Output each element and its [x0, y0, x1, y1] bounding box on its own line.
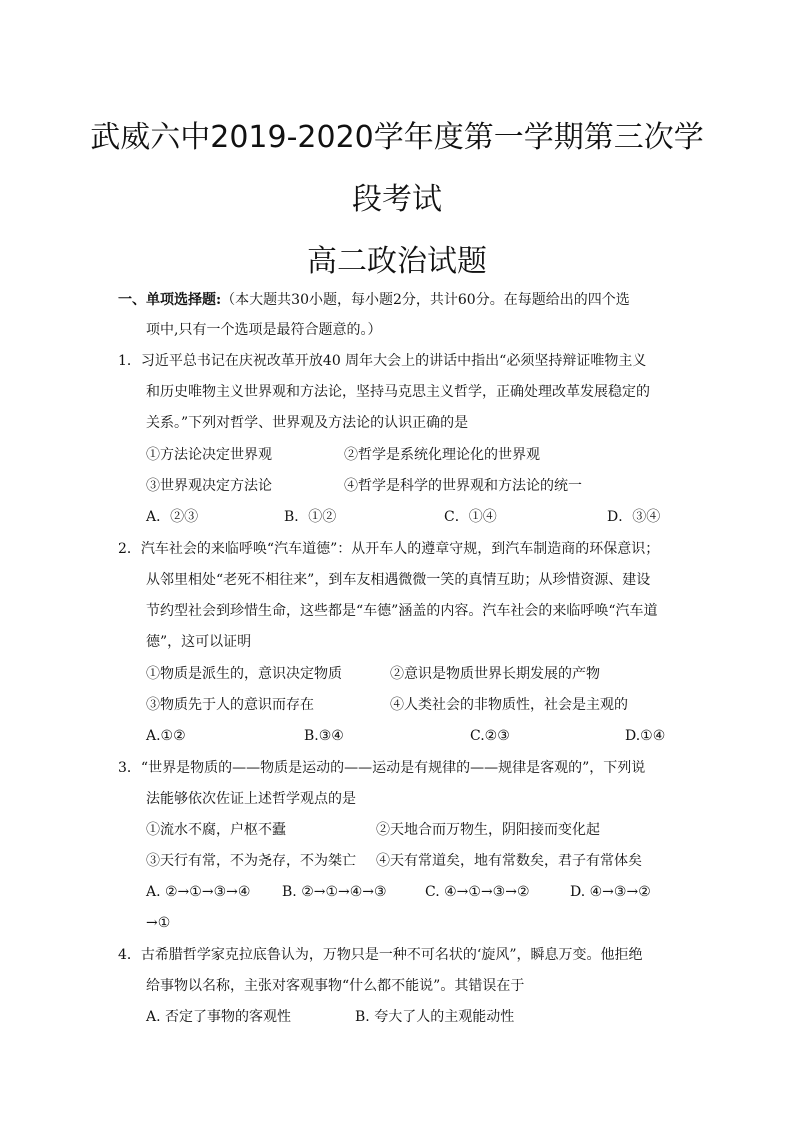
- question-stem-line: 从邻里相处“老死不相往来”，到车友相遇微微一笑的真情互助；从珍惜资源、建设: [146, 572, 651, 588]
- question-stem-line: 关系。”下列对哲学、世界观及方法论的认识正确的是: [146, 415, 469, 431]
- statement: ②意识是物质世界长期发展的产物: [390, 666, 600, 682]
- choice-b: B. 夸大了人的主观能动性: [355, 1009, 515, 1025]
- statement: ④天有常道矣，地有常数矣，君子有常体矣: [376, 853, 642, 869]
- question-stem-line: 习近平总书记在庆祝改革开放40 周年大会上的讲话中指出“必须坚持辩证唯物主义: [140, 353, 647, 369]
- question-stem-line: “世界是物质的——物质是运动的——运动是有规律的——规律是客观的”，下列说: [140, 760, 646, 776]
- question-stem-line: 给事物以名称，主张对客观事物“什么都不能说”。其错误在于: [146, 978, 525, 994]
- section-intro-line-1: （本大题共30小题，每小题2分，共计60分。在每题给出的四个选: [221, 292, 630, 308]
- choice-b: B.③④: [304, 728, 344, 744]
- statement: ①物质是派生的，意识决定物质: [146, 666, 342, 682]
- statement: ②哲学是系统化理论化的世界观: [344, 447, 540, 463]
- choice-d: D.①④: [625, 728, 666, 744]
- statement: ②天地合而万物生，阴阳接而变化起: [376, 822, 600, 838]
- title-line-2: 段考试: [352, 182, 442, 217]
- statement: ④人类社会的非物质性，社会是主观的: [390, 697, 628, 713]
- choice-d: D. ④→③→②: [570, 884, 651, 900]
- question-stem-line: 德”，这可以证明: [146, 634, 252, 650]
- statement: ①流水不腐，户枢不蠹: [146, 822, 286, 838]
- statement: ④哲学是科学的世界观和方法论的统一: [344, 478, 582, 494]
- choice-d-continued: →①: [146, 915, 171, 931]
- title-line-1: 武威六中2019-2020学年度第一学期第三次学: [90, 120, 704, 155]
- section-heading: 一、单项选择题:: [118, 292, 222, 308]
- statement: ③物质先于人的意识而存在: [146, 697, 314, 713]
- choice-b: B. ②→①→④→③: [282, 884, 387, 900]
- question-number: 1．: [118, 353, 141, 369]
- question-stem-line: 古希腊哲学家克拉底鲁认为，万物只是一种不可名状的‘旋风”，瞬息万变。他拒绝: [140, 947, 643, 963]
- question-number: 2．: [118, 541, 141, 557]
- choice-a: A.①②: [146, 728, 186, 744]
- exam-subtitle: 高二政治试题: [307, 244, 487, 279]
- choice-a: A．②③: [146, 509, 199, 525]
- question-stem-line: 节约型社会到珍惜生命，这些都是“车德”涵盖的内容。汽车社会的来临呼唤“汽车道: [146, 603, 658, 619]
- section-intro-line-2: 项中,只有一个选项是最符合题意的。）: [146, 322, 382, 338]
- choice-a: A. 否定了事物的客观性: [146, 1009, 292, 1025]
- statement: ③世界观决定方法论: [146, 478, 272, 494]
- choice-c: C.②③: [470, 728, 510, 744]
- question-stem-line: 法能够依次佐证上述哲学观点的是: [146, 791, 356, 807]
- question-number: 4．: [118, 947, 141, 963]
- question-stem-line: 和历史唯物主义世界观和方法论，坚持马克思主义哲学，正确处理改革发展稳定的: [146, 384, 650, 400]
- choice-d: D．③④: [607, 509, 661, 525]
- question-number: 3．: [118, 760, 141, 776]
- question-stem-line: 汽车社会的来临呼唤“汽车道德”：从开车人的遵章守规，到汽车制造商的环保意识；: [140, 541, 660, 557]
- choice-c: C．①④: [444, 509, 497, 525]
- choice-a: A. ②→①→③→④: [146, 884, 251, 900]
- statement: ③天行有常，不为尧存，不为桀亡: [146, 853, 356, 869]
- choice-c: C. ④→①→③→②: [425, 884, 530, 900]
- choice-b: B．①②: [284, 509, 337, 525]
- statement: ①方法论决定世界观: [146, 447, 272, 463]
